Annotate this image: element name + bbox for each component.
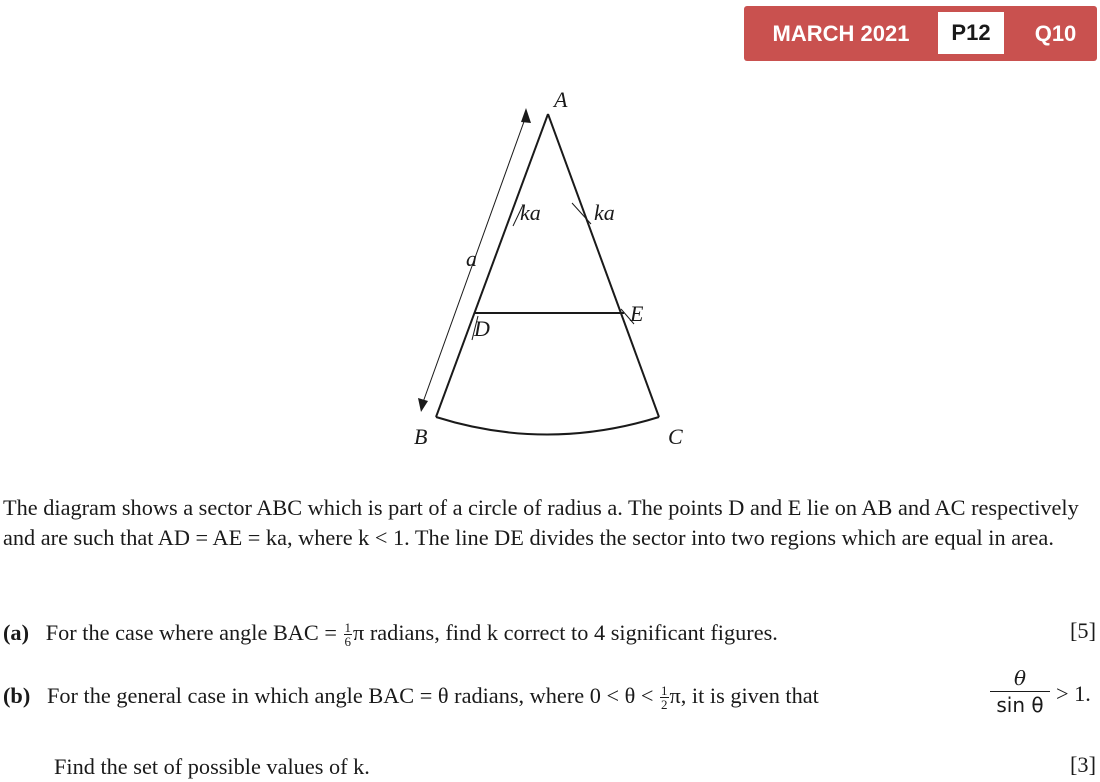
part-b-text-after: π, it is given that <box>669 683 819 708</box>
side-ac <box>548 114 659 417</box>
label-radius-a: a <box>466 246 477 271</box>
label-a-vertex: A <box>554 87 568 112</box>
part-a-row <box>3 618 778 648</box>
label-d-point: D <box>474 316 490 341</box>
side-ab <box>436 114 548 417</box>
arrowhead-bottom <box>418 398 428 412</box>
part-a-text-after: π radians, find k correct to 4 significant figures. <box>353 620 778 645</box>
arrowhead-top <box>521 108 531 123</box>
label-b-vertex: B <box>414 424 428 449</box>
part-b-marks: [3] <box>1070 752 1096 777</box>
inequality-denominator: sin θ <box>996 693 1044 717</box>
badge-month: MARCH 2021 <box>772 21 910 46</box>
part-b-fraction: $\frac{1}{2}$ <box>661 683 668 713</box>
label-e-point: E <box>630 301 644 326</box>
part-b-inequality-fraction <box>990 665 1050 718</box>
part-b-text-before: For the general case in which angle BAC = θ radians, where 0 < θ < <box>47 683 659 708</box>
label-c-vertex: C <box>668 424 683 449</box>
label-ka-right: ka <box>594 200 615 225</box>
part-a-fraction: $\frac{1}{6}$ <box>344 620 352 650</box>
inequality-rhs: > 1. <box>1056 681 1091 706</box>
part-a-marks: [5] <box>1070 618 1096 643</box>
part-a-text-before: For the case where angle BAC = <box>45 620 343 645</box>
part-b-row <box>3 681 819 711</box>
part-b-label: (b) <box>3 683 31 708</box>
badge-paper: P12 <box>938 12 1004 54</box>
badge-question: Q10 <box>1034 21 1077 46</box>
inequality-numerator: θ <box>990 665 1050 692</box>
arc-bc <box>436 417 659 435</box>
label-ka-left: ka <box>520 200 541 225</box>
part-a-label: (a) <box>3 620 29 645</box>
question-intro: The diagram shows a sector ABC which is part of a circle of radius a. The points D and E lie on AB and AC respectively and are such that AD = AE = ka, where k < 1. The line DE divides the sector into two regions which are equal in area. <box>3 495 1079 550</box>
part-b-followup: Find the set of possible values of k. <box>54 754 370 779</box>
